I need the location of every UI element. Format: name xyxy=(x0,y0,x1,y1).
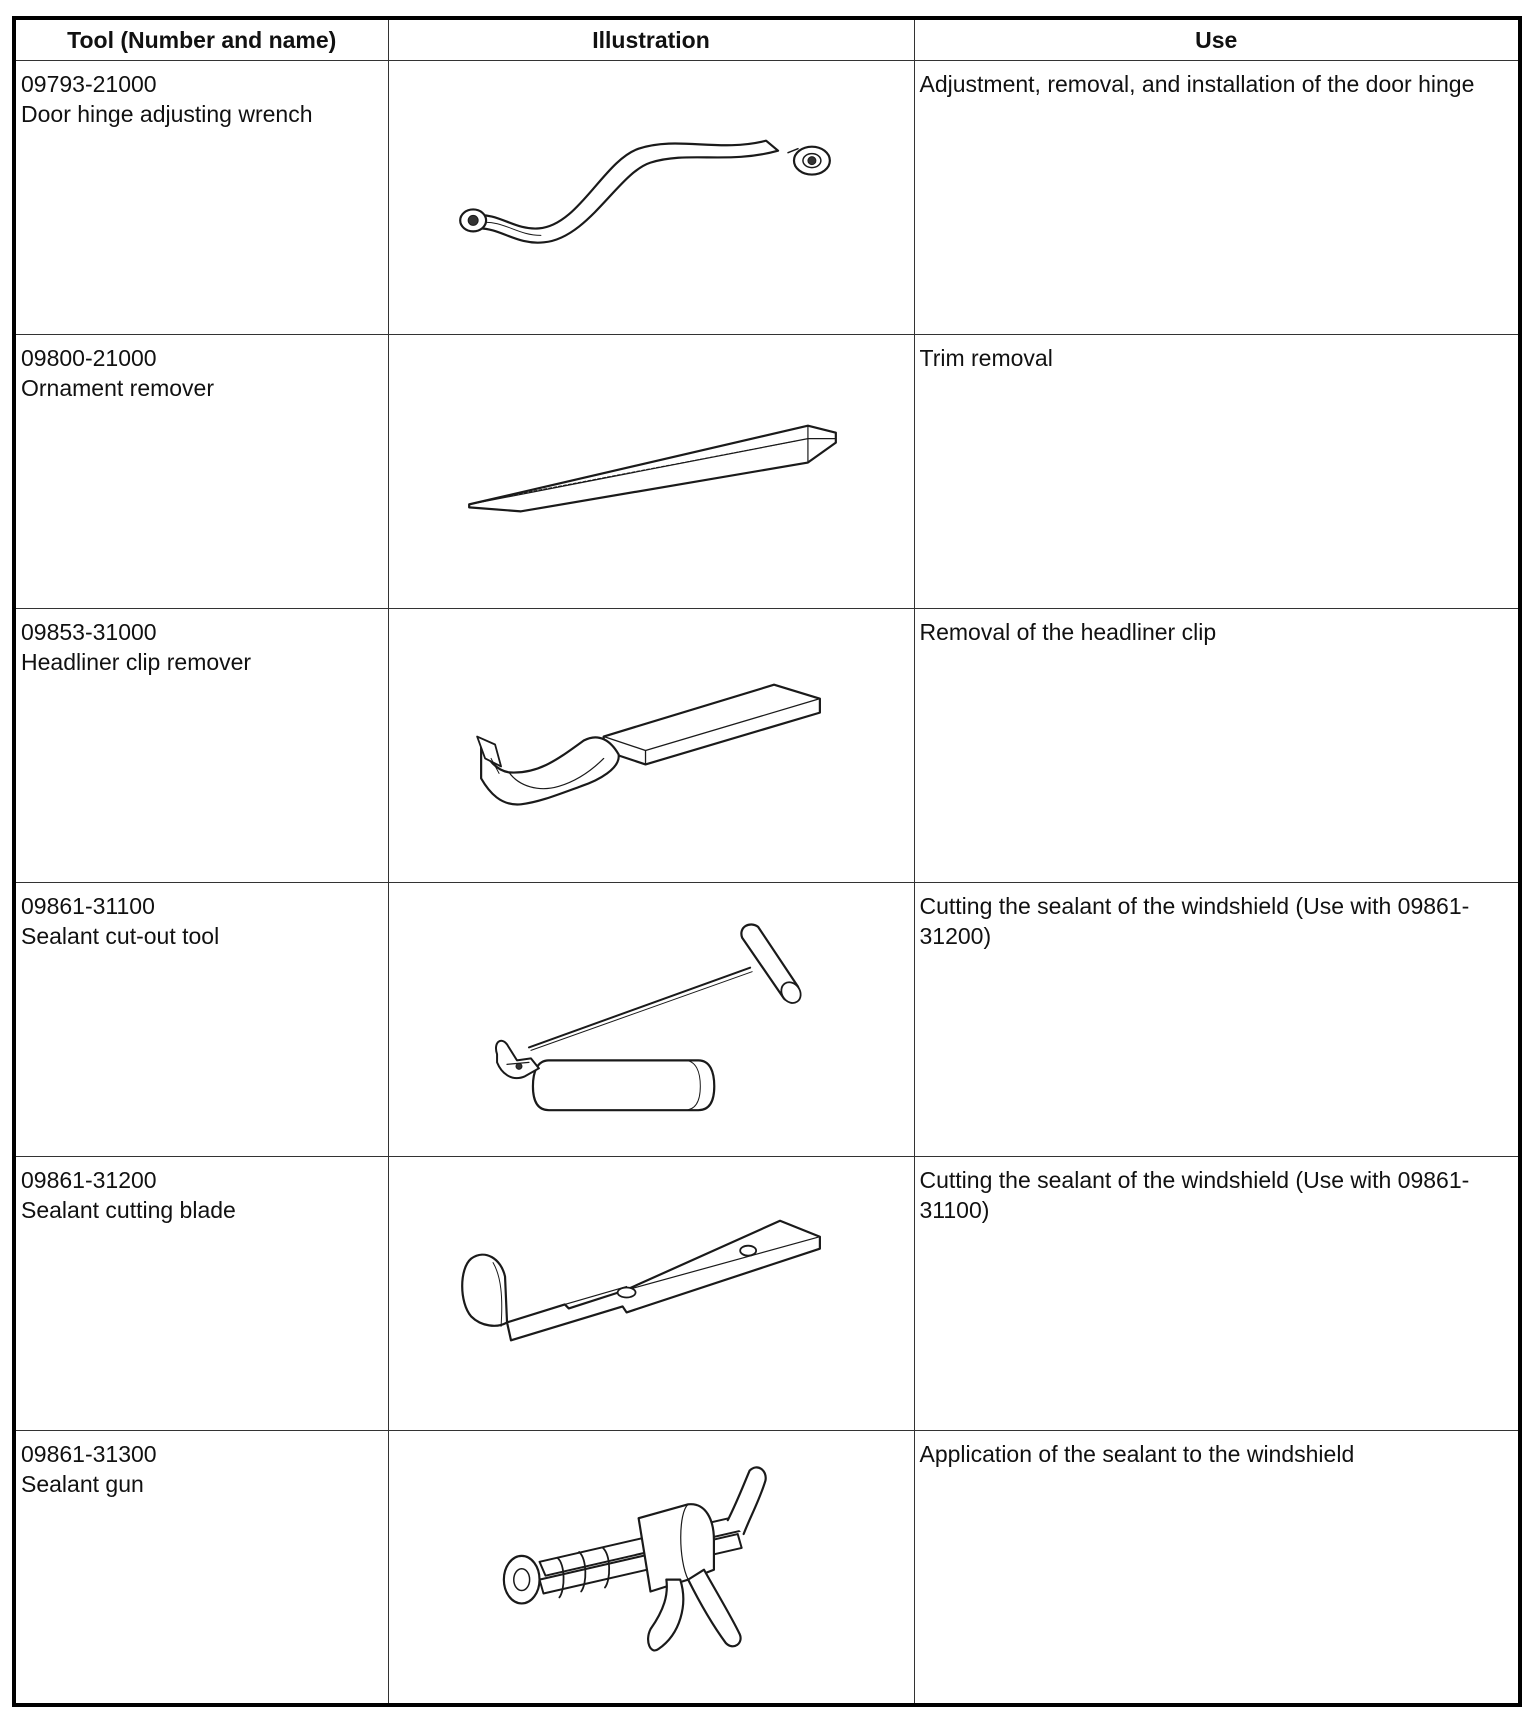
illustration-cell xyxy=(388,883,914,1157)
use-text: Cutting the sealant of the windshield xyxy=(919,893,1290,919)
door-hinge-wrench-icon xyxy=(389,61,914,334)
table-row xyxy=(14,335,1520,609)
use-note: (Use with 09861-31100) xyxy=(919,1167,1470,1223)
tool-name: Door hinge adjusting wrench xyxy=(21,101,313,127)
tool-name: Sealant cutting blade xyxy=(21,1197,236,1223)
sealant-cutout-tool-icon xyxy=(389,883,914,1156)
tool-cell xyxy=(14,883,388,1157)
table-row xyxy=(14,61,1520,335)
ornament-remover-icon xyxy=(389,335,914,608)
tool-number: 09861-31200 xyxy=(21,1167,157,1193)
use-cell xyxy=(914,609,1520,883)
use-note: (Use with 09861-31200) xyxy=(919,893,1470,949)
illustration-cell xyxy=(388,1431,914,1705)
tool-number: 09853-31000 xyxy=(21,619,157,645)
table-row xyxy=(14,1157,1520,1431)
sealant-cutting-blade-icon xyxy=(389,1157,914,1430)
tool-number: 09861-31100 xyxy=(21,893,155,919)
use-cell xyxy=(914,335,1520,609)
table-row xyxy=(14,883,1520,1157)
headliner-clip-remover-icon xyxy=(389,609,914,882)
table-row xyxy=(14,1431,1520,1705)
use-cell xyxy=(914,61,1520,335)
tool-name: Sealant gun xyxy=(21,1471,144,1497)
use-text: Trim removal xyxy=(919,345,1053,371)
use-cell xyxy=(914,883,1520,1157)
special-tools-table xyxy=(12,16,1522,1707)
illustration-cell xyxy=(388,609,914,883)
header-row xyxy=(14,18,1520,61)
tool-cell xyxy=(14,61,388,335)
illustration-cell xyxy=(388,335,914,609)
tool-number: 09793-21000 xyxy=(21,71,157,97)
header-use: Use xyxy=(914,18,1520,61)
header-illustration: Illustration xyxy=(388,18,914,61)
illustration-cell xyxy=(388,1157,914,1431)
tool-cell xyxy=(14,335,388,609)
tool-name: Ornament remover xyxy=(21,375,215,401)
use-cell xyxy=(914,1157,1520,1431)
use-text: Adjustment, removal, and installation of the door hinge xyxy=(919,71,1475,97)
use-cell xyxy=(914,1431,1520,1705)
tool-cell xyxy=(14,609,388,883)
tool-cell xyxy=(14,1157,388,1431)
tool-name: Headliner clip remover xyxy=(21,649,252,675)
table-row xyxy=(14,609,1520,883)
use-text: Cutting the sealant of the windshield xyxy=(919,1167,1290,1193)
header-tool: Tool (Number and name) xyxy=(14,18,388,61)
illustration-cell xyxy=(388,61,914,335)
use-text: Removal of the headliner clip xyxy=(919,619,1217,645)
tool-cell xyxy=(14,1431,388,1705)
tool-name: Sealant cut-out tool xyxy=(21,923,220,949)
tool-number: 09800-21000 xyxy=(21,345,157,371)
tool-number: 09861-31300 xyxy=(21,1441,157,1467)
sealant-gun-icon xyxy=(389,1431,914,1703)
use-text: Application of the sealant to the windshield xyxy=(919,1441,1355,1467)
